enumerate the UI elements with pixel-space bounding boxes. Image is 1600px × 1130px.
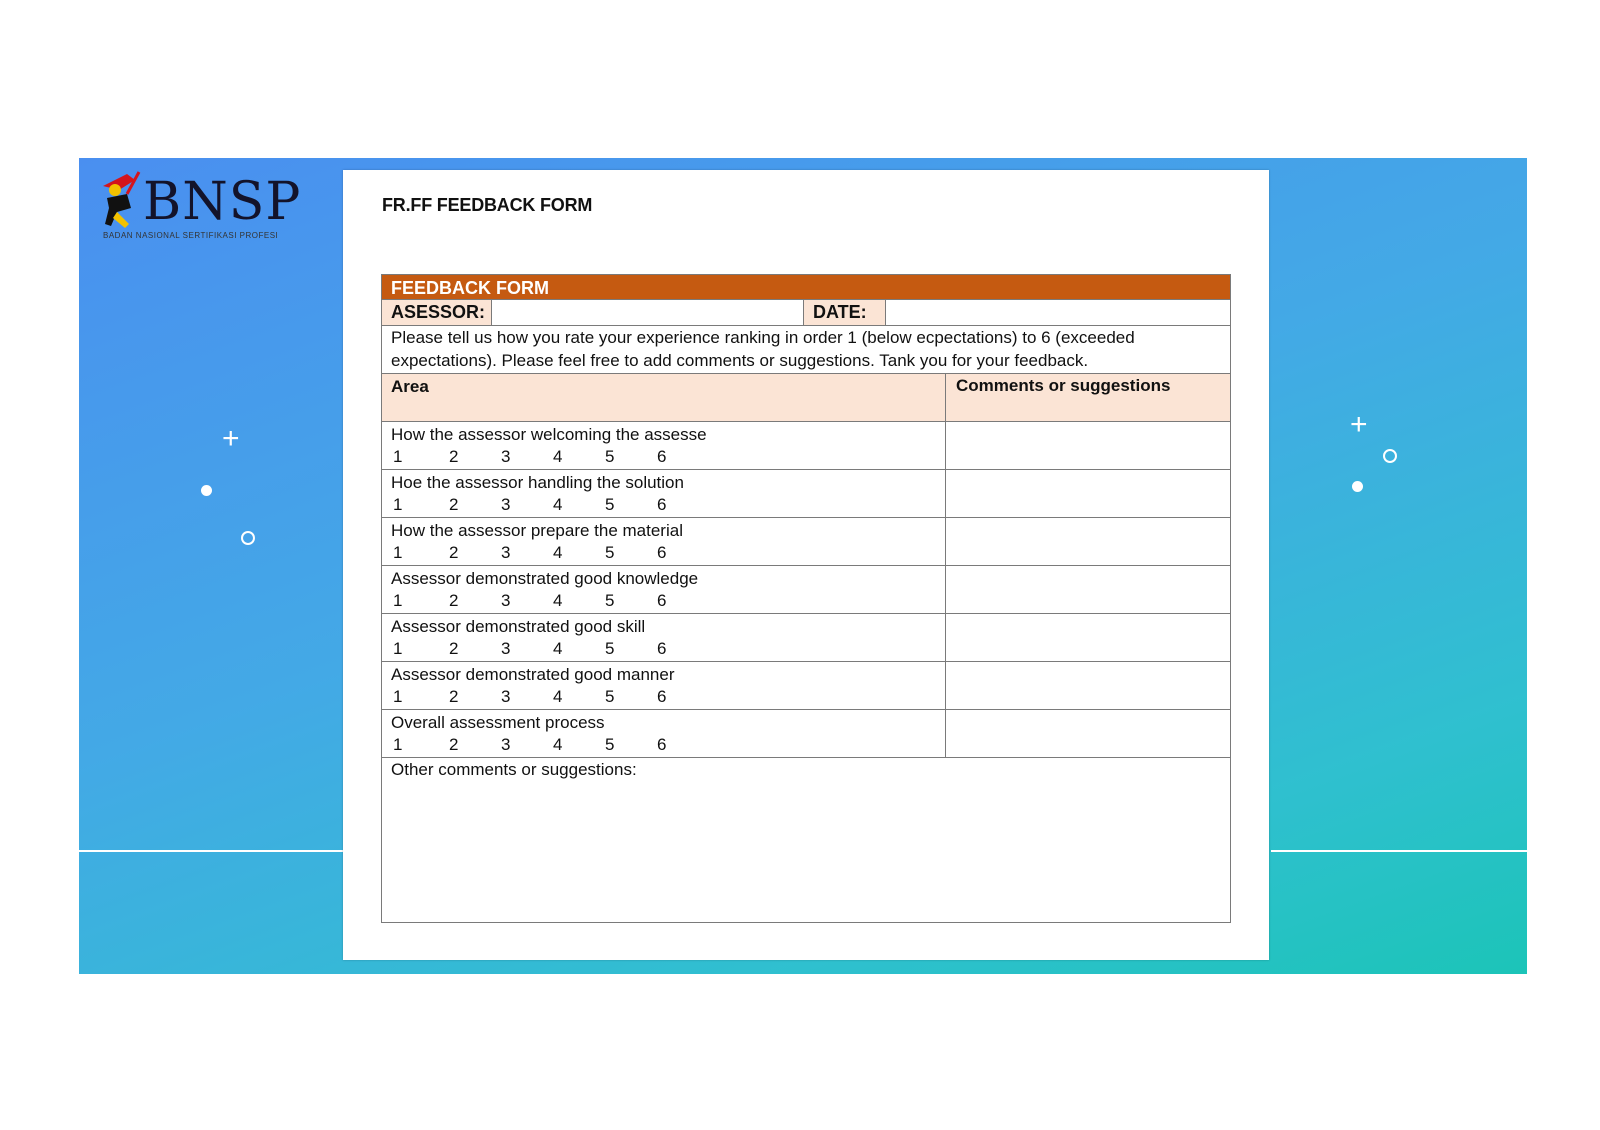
rating-option[interactable]: 6	[657, 447, 667, 466]
rating-option[interactable]: 3	[501, 591, 511, 610]
ring-decoration-icon	[1383, 449, 1397, 463]
rating-option[interactable]: 6	[657, 735, 667, 754]
divider-line-right	[1271, 850, 1527, 852]
logo-subtitle: BADAN NASIONAL SERTIFIKASI PROFESI	[103, 231, 279, 240]
rating-option[interactable]: 3	[501, 735, 511, 754]
rating-option[interactable]: 5	[605, 735, 615, 754]
comment-cell[interactable]	[946, 566, 1230, 613]
rating-row	[382, 565, 1230, 613]
rating-option[interactable]: 6	[657, 495, 667, 514]
rating-option[interactable]: 1	[393, 591, 403, 610]
rating-area-label: Hoe the assessor handling the solution	[391, 473, 684, 492]
other-comments-label: Other comments or suggestions:	[391, 760, 637, 779]
rating-option[interactable]: 2	[449, 591, 459, 610]
rating-option[interactable]: 5	[605, 639, 615, 658]
ring-decoration-icon	[241, 531, 255, 545]
instructions-text: Please tell us how you rate your experience ranking in order 1 (below ecpectations) to 6 (exceeded expectations). Please feel free to add comments or suggestions. Tank you for your feedback.	[382, 325, 1230, 373]
dot-decoration-icon	[1352, 481, 1363, 492]
rating-scale	[391, 446, 936, 468]
slide-background	[79, 158, 1527, 974]
rating-option[interactable]: 6	[657, 639, 667, 658]
rating-row	[382, 661, 1230, 709]
rating-scale	[391, 638, 936, 660]
rating-area-label: How the assessor prepare the material	[391, 521, 683, 540]
rating-scale	[391, 590, 936, 612]
rating-option[interactable]: 2	[449, 639, 459, 658]
rating-area-cell	[382, 422, 946, 469]
comment-cell[interactable]	[946, 662, 1230, 709]
rating-area-cell	[382, 566, 946, 613]
divider-line-left	[79, 850, 343, 852]
rating-option[interactable]: 4	[553, 495, 563, 514]
rating-option[interactable]: 5	[605, 591, 615, 610]
rating-option[interactable]: 5	[605, 495, 615, 514]
form-meta-row	[382, 299, 1230, 325]
rating-option[interactable]: 3	[501, 687, 511, 706]
rating-scale	[391, 686, 936, 708]
rating-area-cell	[382, 614, 946, 661]
rating-option[interactable]: 1	[393, 687, 403, 706]
rating-row	[382, 709, 1230, 757]
other-comments-field[interactable]	[382, 757, 1230, 922]
assessor-field[interactable]	[492, 300, 804, 325]
comment-cell[interactable]	[946, 470, 1230, 517]
rating-option[interactable]: 1	[393, 447, 403, 466]
rating-option[interactable]: 4	[553, 543, 563, 562]
comment-cell[interactable]	[946, 614, 1230, 661]
rating-option[interactable]: 3	[501, 495, 511, 514]
rating-area-label: How the assessor welcoming the assesse	[391, 425, 707, 444]
rating-option[interactable]: 1	[393, 735, 403, 754]
comments-column-header: Comments or suggestions	[956, 376, 1171, 395]
area-column-header: Area	[382, 374, 946, 421]
rating-option[interactable]: 2	[449, 447, 459, 466]
rating-area-label: Assessor demonstrated good skill	[391, 617, 646, 636]
rating-option[interactable]: 1	[393, 495, 403, 514]
rating-option[interactable]: 5	[605, 543, 615, 562]
logo-wordmark: BNSP	[143, 172, 302, 232]
rating-option[interactable]: 6	[657, 543, 667, 562]
rating-area-label: Assessor demonstrated good knowledge	[391, 569, 699, 588]
rating-option[interactable]: 4	[553, 591, 563, 610]
rating-area-label: Assessor demonstrated good manner	[391, 665, 675, 684]
rating-area-cell	[382, 710, 946, 757]
feedback-form-table	[381, 274, 1231, 923]
rating-row	[382, 517, 1230, 565]
rating-option[interactable]: 2	[449, 495, 459, 514]
rating-option[interactable]: 4	[553, 639, 563, 658]
rating-option[interactable]: 6	[657, 687, 667, 706]
document-title: FR.FF FEEDBACK FORM	[382, 195, 593, 215]
rating-option[interactable]: 5	[605, 447, 615, 466]
rating-option[interactable]: 6	[657, 591, 667, 610]
rating-scale	[391, 494, 936, 516]
bnsp-emblem-icon	[97, 168, 141, 230]
rating-area-cell	[382, 662, 946, 709]
plus-decoration-icon: +	[222, 422, 240, 455]
plus-decoration-icon: +	[1350, 408, 1368, 441]
rating-option[interactable]: 2	[449, 687, 459, 706]
rating-option[interactable]: 4	[553, 447, 563, 466]
rating-row	[382, 469, 1230, 517]
rating-option[interactable]: 4	[553, 687, 563, 706]
comment-cell[interactable]	[946, 710, 1230, 757]
rating-row	[382, 613, 1230, 661]
rating-option[interactable]: 3	[501, 447, 511, 466]
column-header-row	[382, 373, 1230, 421]
rating-scale	[391, 734, 936, 756]
date-label: DATE:	[804, 300, 886, 325]
rating-area-label: Overall assessment process	[391, 713, 605, 732]
rating-option[interactable]: 3	[501, 543, 511, 562]
assessor-label: ASESSOR:	[382, 300, 492, 325]
rating-option[interactable]: 2	[449, 735, 459, 754]
rating-row	[382, 421, 1230, 469]
comment-cell[interactable]	[946, 518, 1230, 565]
rating-option[interactable]: 1	[393, 543, 403, 562]
date-field[interactable]	[886, 300, 1230, 325]
rating-area-cell	[382, 518, 946, 565]
form-header: FEEDBACK FORM	[382, 275, 1230, 299]
rating-area-cell	[382, 470, 946, 517]
rating-option[interactable]: 2	[449, 543, 459, 562]
comment-cell[interactable]	[946, 422, 1230, 469]
rating-scale	[391, 542, 936, 564]
document-page	[343, 170, 1269, 960]
bnsp-logo	[97, 166, 302, 240]
rating-option[interactable]: 1	[393, 639, 403, 658]
rating-option[interactable]: 3	[501, 639, 511, 658]
dot-decoration-icon	[201, 485, 212, 496]
rating-option[interactable]: 4	[553, 735, 563, 754]
rating-option[interactable]: 5	[605, 687, 615, 706]
